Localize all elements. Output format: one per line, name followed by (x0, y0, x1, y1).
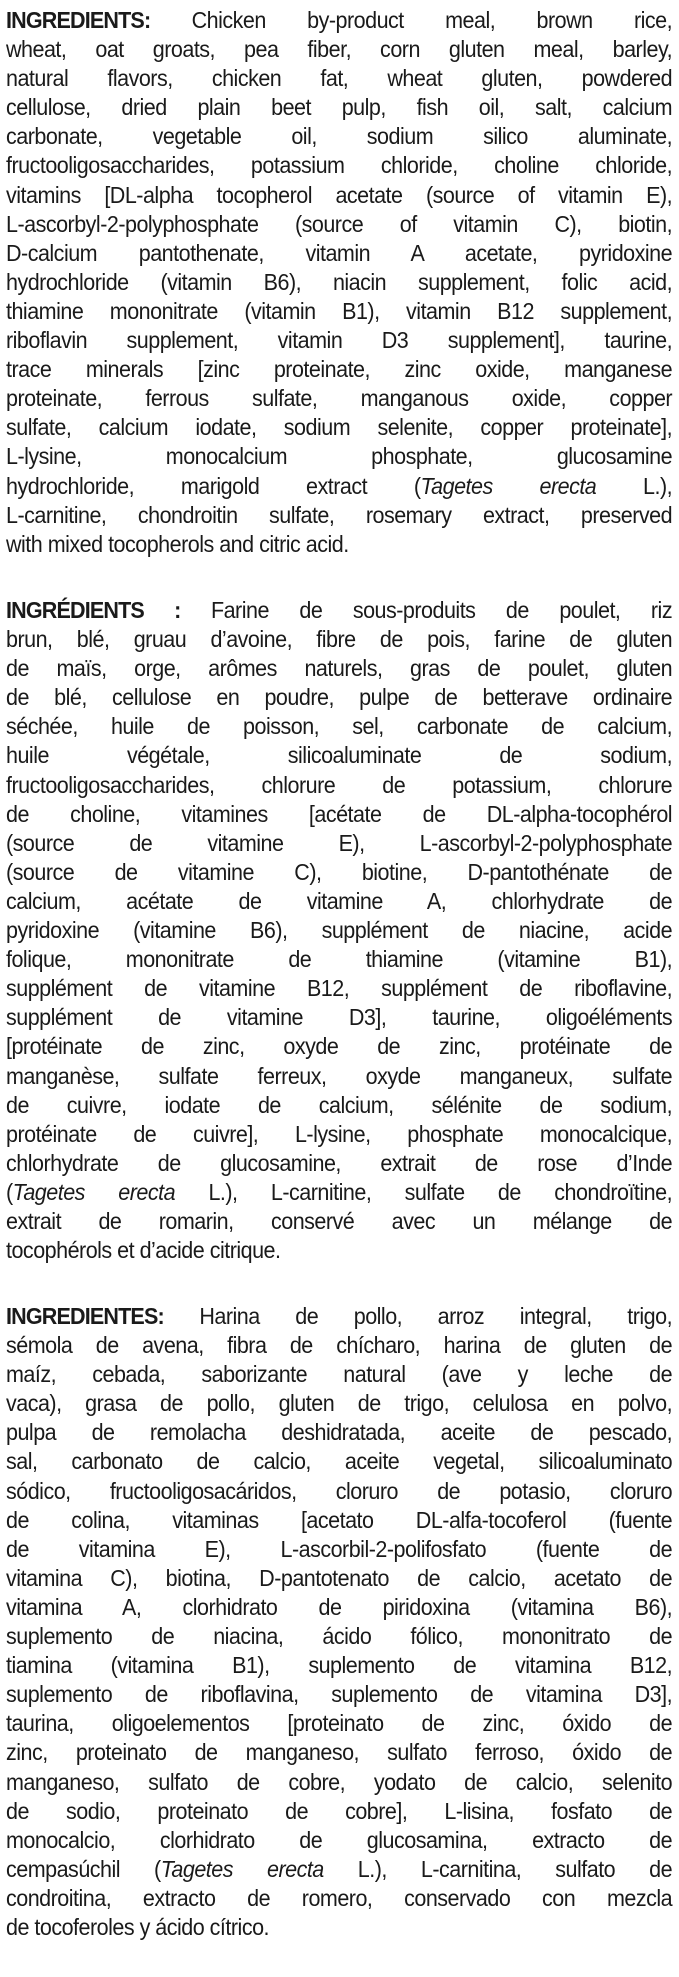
ingredient-line: natural flavors, chicken fat, wheat gluten, powdered (6, 65, 673, 92)
ingredient-line: maíz, cebada, saborizante natural (ave y leche de (6, 1361, 673, 1388)
ingredients-french (6, 596, 672, 1265)
ingredient-line: sémola de avena, fibra de chícharo, harina de gluten de (6, 1332, 673, 1359)
ingredient-line: manganèse, sulfate ferreux, oxyde manganeux, sulfate (6, 1062, 673, 1089)
section-heading: INGREDIENTES: (6, 1303, 164, 1329)
ingredient-line: taurina, oligoelementos [proteinato de zinc, óxido de (6, 1710, 673, 1737)
ingredient-line: monocalcio, clorhidrato de glucosamina, extracto de (6, 1826, 673, 1853)
ingredient-line: brun, blé, gruau d’avoine, fibre de pois, farine de gluten (6, 626, 673, 653)
ingredient-line: de blé, cellulose en poudre, pulpe de betterave ordinaire (6, 684, 673, 711)
ingredient-line: chlorhydrate de glucosamine, extrait de rose d’Inde (6, 1149, 673, 1176)
ingredient-line: tocophérols et d’acide citrique. (6, 1237, 281, 1264)
ingredient-line: with mixed tocopherols and citric acid. (6, 530, 349, 557)
ingredient-line: zinc, proteinato de manganeso, sulfato ferroso, óxido de (6, 1739, 673, 1766)
ingredient-line: de tocoferoles y ácido cítrico. (6, 1913, 270, 1940)
ingredient-line: vitamina C), biotina, D-pantotenato de calcio, acetato de (6, 1564, 673, 1591)
ingredient-line: proteinate, ferrous sulfate, manganous oxide, copper (6, 385, 673, 412)
ingredient-line: sulfate, calcium iodate, sodium selenite, copper proteinate], (6, 414, 673, 441)
ingredient-line (6, 596, 672, 625)
ingredient-line: de choline, vitamines [acétate de DL-alpha-tocophérol (6, 800, 673, 827)
ingredient-line: séchée, huile de poisson, sel, carbonate de calcium, (6, 713, 673, 740)
ingredient-line: suplemento de riboflavina, suplemento de vitamina D3], (6, 1681, 673, 1708)
ingredient-line: cellulose, dried plain beet pulp, fish oil, salt, calcium (6, 94, 673, 121)
ingredient-line (6, 1178, 672, 1207)
ingredient-line: vitamins [DL-alpha tocopherol acetate (source of vitamin E), (6, 181, 673, 208)
ingredient-line: vaca), grasa de pollo, gluten de trigo, celulosa en polvo, (6, 1390, 673, 1417)
ingredient-line: wheat, oat groats, pea fiber, corn gluten meal, barley, (6, 36, 673, 63)
ingredient-line: L-lysine, monocalcium phosphate, glucosamine (6, 443, 673, 470)
ingredient-line: supplément de vitamine D3], taurine, oligoéléments (6, 1004, 673, 1031)
ingredient-line: hydrochloride (vitamin B6), niacin supplement, folic acid, (6, 268, 673, 295)
ingredient-line: pulpa de remolacha deshidratada, aceite de pescado, (6, 1419, 673, 1446)
ingredient-line: (source de vitamine C), biotine, D-pantothénate de (6, 858, 673, 885)
line-text: L.), L-carnitine, sulfate de chondroïtine, (175, 1178, 673, 1205)
line-text: L.), L-carnitina, sulfato de (323, 1855, 673, 1882)
ingredient-line: L-ascorbyl-2-polyphosphate (source of vitamin C), biotin, (6, 210, 673, 237)
line-text: cempasúchil ( (6, 1855, 161, 1882)
section-heading: INGREDIENTS: (6, 7, 151, 33)
ingredient-line: manganeso, sulfato de cobre, yodato de calcio, selenito (6, 1768, 673, 1795)
ingredient-line: carbonate, vegetable oil, sodium silico aluminate, (6, 123, 673, 150)
line-text: Harina de pollo, arroz integral, trigo, (163, 1303, 673, 1329)
ingredient-line: D-calcium pantothenate, vitamin A acetate, pyridoxine (6, 239, 673, 266)
ingredient-line: L-carnitine, chondroitin sulfate, rosemary extract, preserved (6, 501, 673, 528)
ingredient-line: condroitina, extracto de romero, conservado con mezcla (6, 1884, 673, 1911)
ingredient-line: fructooligosaccharides, chlorure de potassium, chlorure (6, 771, 673, 798)
ingredient-line (6, 1302, 672, 1331)
ingredient-line: de colina, vitaminas [acetato DL-alfa-tocoferol (fuente (6, 1506, 673, 1533)
ingredient-line: folique, mononitrate de thiamine (vitamine B1), (6, 946, 673, 973)
line-text: hydrochloride, marigold extract ( (6, 472, 421, 499)
ingredient-line: riboflavin supplement, vitamin D3 supplement], taurine, (6, 327, 673, 354)
ingredient-line: extrait de romarin, conservé avec un mélange de (6, 1207, 673, 1234)
ingredients-english (6, 6, 672, 559)
line-text: ( (6, 1178, 13, 1205)
ingredient-line (6, 1855, 672, 1884)
botanical-name: Tagetes erecta (160, 1855, 324, 1882)
ingredient-line: (source de vitamine E), L-ascorbyl-2-polyphosphate (6, 829, 673, 856)
ingredient-line: trace minerals [zinc proteinate, zinc oxide, manganese (6, 356, 673, 383)
line-text: Chicken by-product meal, brown rice, (150, 7, 673, 33)
ingredient-line: calcium, acétate de vitamine A, chlorhydrate de (6, 887, 673, 914)
ingredient-line: vitamina A, clorhidrato de piridoxina (vitamina B6), (6, 1593, 673, 1620)
ingredient-line: suplemento de niacina, ácido fólico, mononitrato de (6, 1623, 673, 1650)
ingredient-line: de cuivre, iodate de calcium, sélénite de sodium, (6, 1091, 673, 1118)
ingredient-line: tiamina (vitamina B1), suplemento de vitamina B12, (6, 1652, 673, 1679)
ingredient-line: de sodio, proteinato de cobre], L-lisina, fosfato de (6, 1797, 673, 1824)
ingredients-spanish (6, 1302, 672, 1942)
ingredient-line: protéinate de cuivre], L-lysine, phosphate monocalcique, (6, 1120, 673, 1147)
ingredient-line: pyridoxine (vitamine B6), supplément de niacine, acide (6, 917, 673, 944)
ingredient-line: de maïs, orge, arômes naturels, gras de poulet, gluten (6, 655, 673, 682)
ingredient-line: supplément de vitamine B12, supplément de riboflavine, (6, 975, 673, 1002)
ingredient-line: fructooligosaccharides, potassium chloride, choline chloride, (6, 152, 673, 179)
ingredient-line: de vitamina E), L-ascorbil-2-polifosfato (fuente de (6, 1535, 673, 1562)
ingredient-line (6, 6, 672, 35)
ingredient-line: sódico, fructooligosacáridos, cloruro de potasio, cloruro (6, 1477, 673, 1504)
line-text: Farine de sous-produits de poulet, riz (180, 597, 673, 623)
ingredient-line: [protéinate de zinc, oxyde de zinc, protéinate de (6, 1033, 673, 1060)
botanical-name: Tagetes erecta (420, 472, 597, 499)
ingredient-line (6, 472, 672, 501)
section-heading: INGRÉDIENTS : (6, 597, 181, 623)
botanical-name: Tagetes erecta (12, 1178, 176, 1205)
line-text: L.), (596, 472, 673, 499)
ingredient-line: huile végétale, silicoaluminate de sodium, (6, 742, 673, 769)
ingredient-line: sal, carbonato de calcio, aceite vegetal, silicoaluminato (6, 1448, 673, 1475)
ingredient-line: thiamine mononitrate (vitamin B1), vitamin B12 supplement, (6, 297, 673, 324)
